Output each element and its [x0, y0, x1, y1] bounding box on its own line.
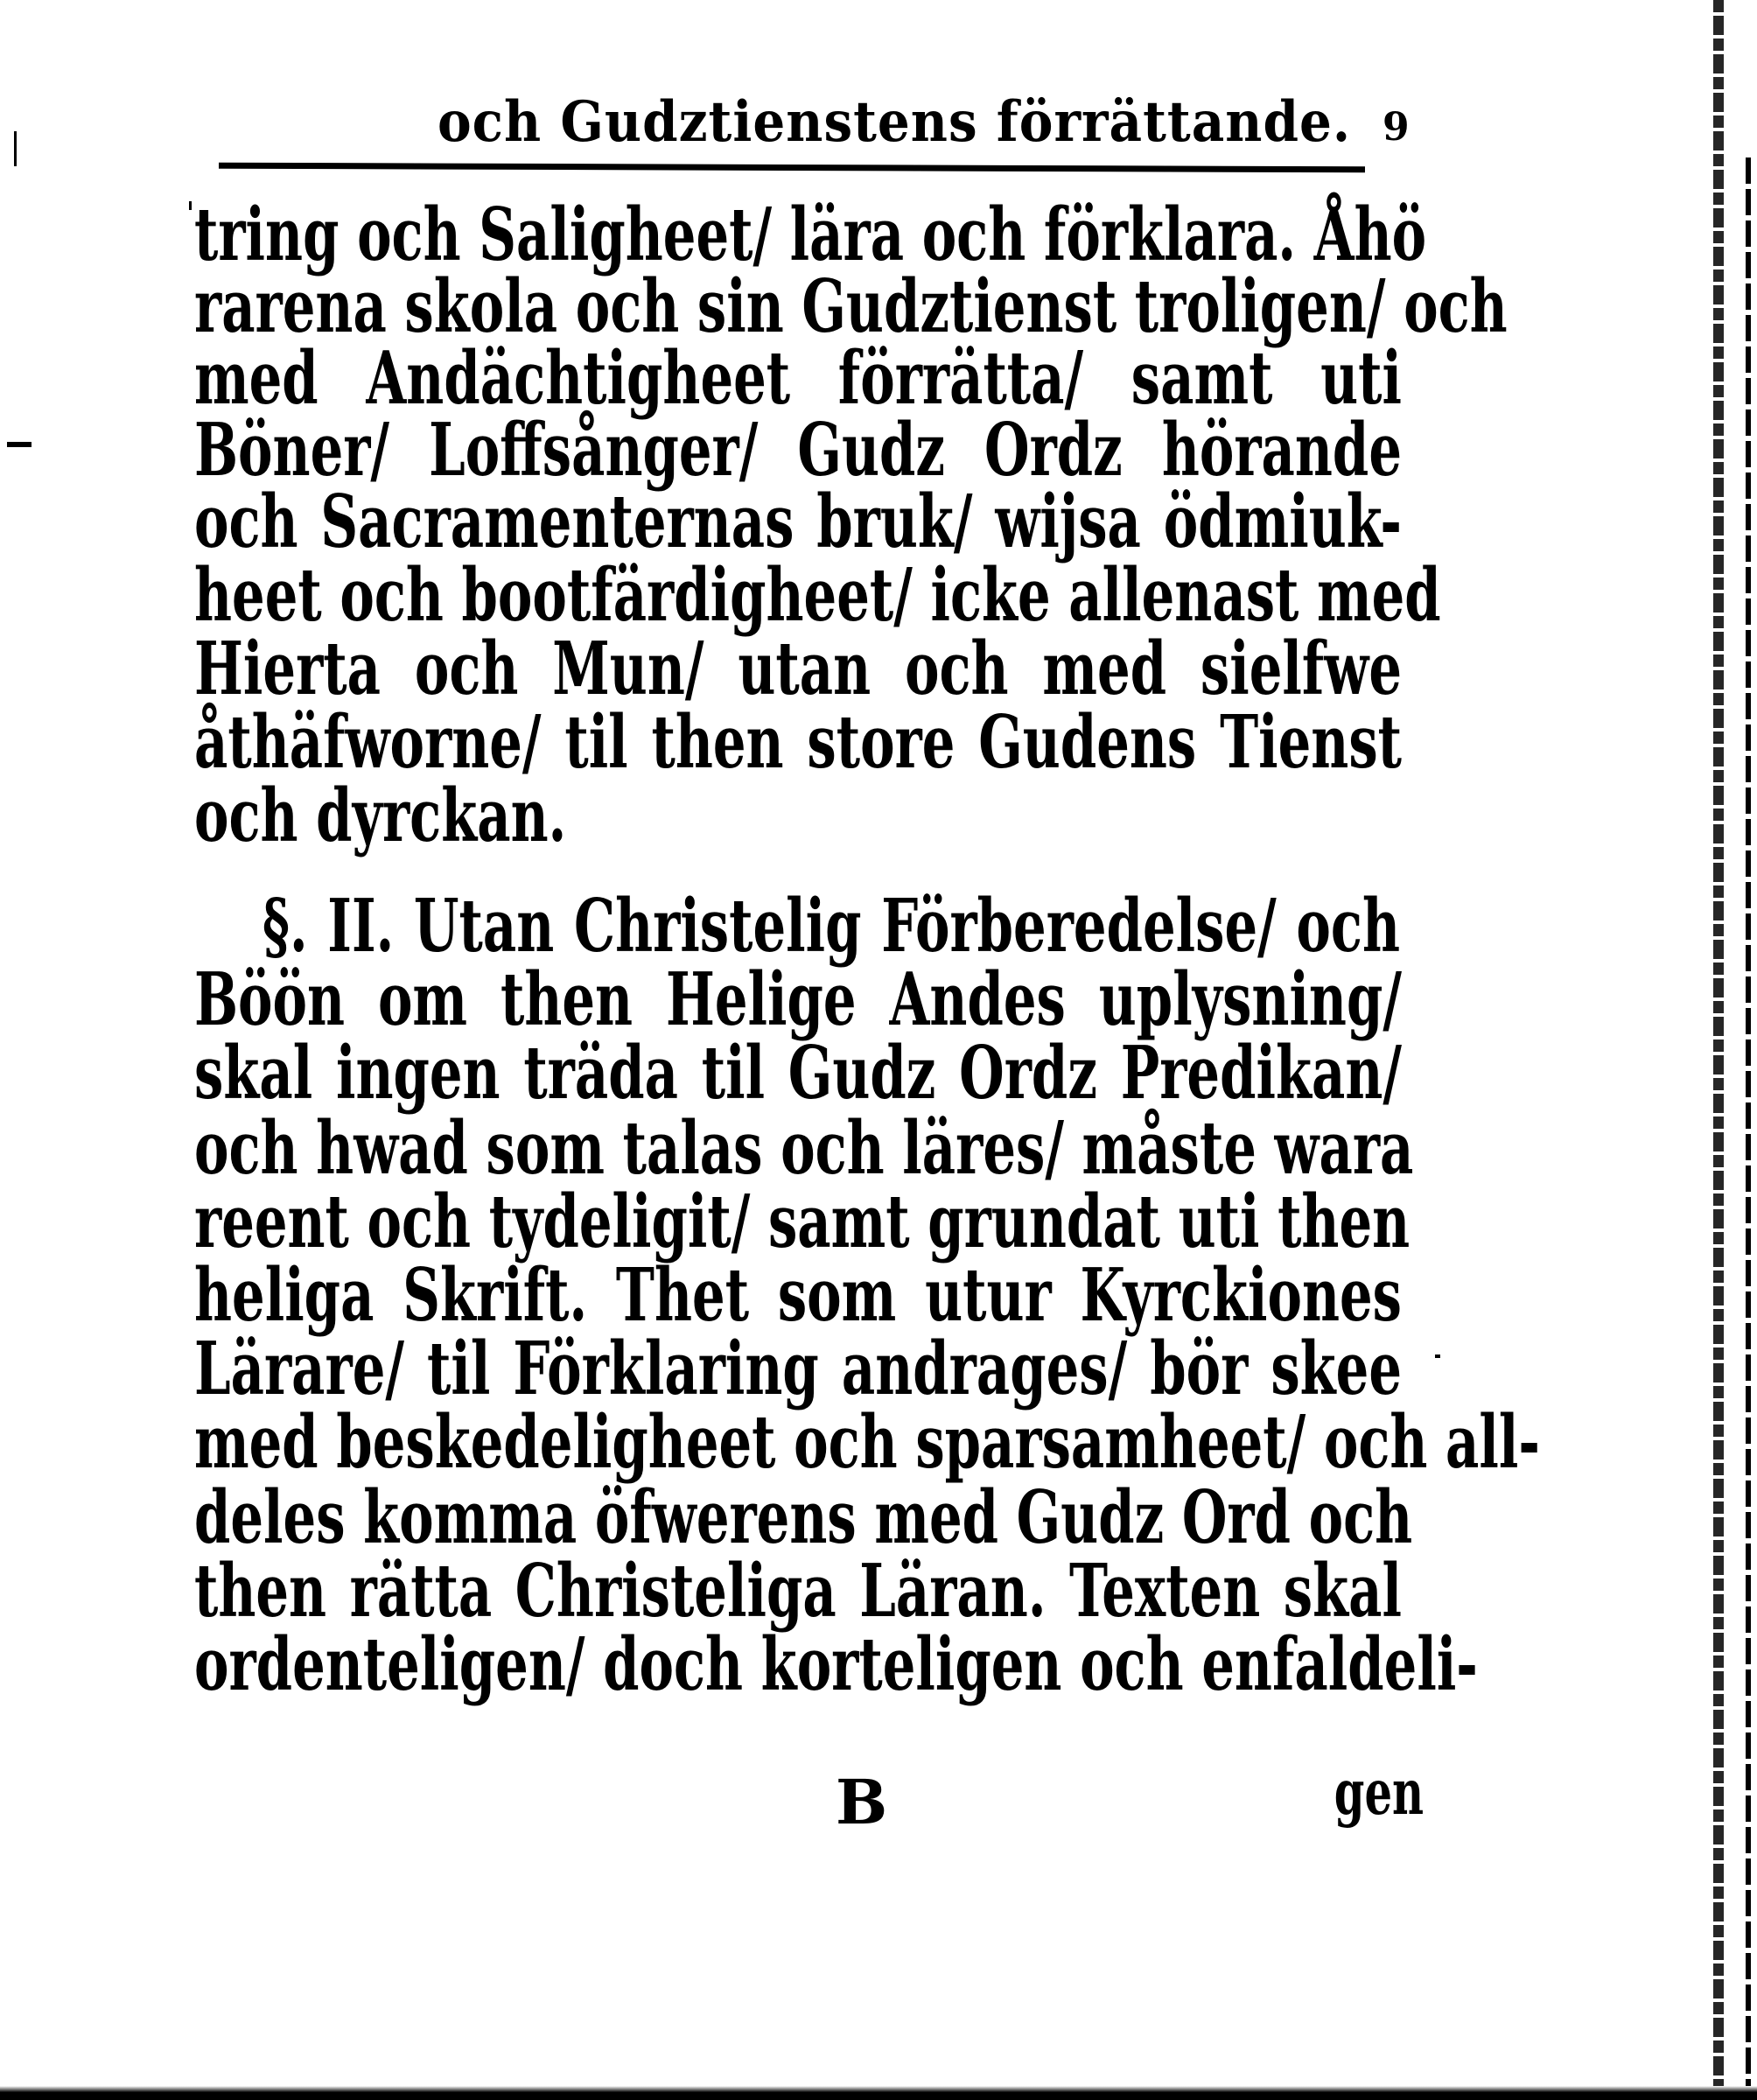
scan-speck — [1435, 1354, 1440, 1358]
body-line: med Andächtigheet förrätta/ samt uti — [194, 336, 1402, 422]
body-line: och Sacramenternas bruk/ wijsa ödmiuk- — [194, 480, 1402, 565]
body-line: åthäfworne/ til then store Gudens Tienst — [194, 700, 1402, 786]
section-line: ordenteligen/ doch korteligen och enfaldeli- — [194, 1622, 1478, 1708]
body-line: tring och Saligheet/ lära och förklara. Åhö — [194, 192, 1427, 278]
section-line: reent och tydeligit/ samt grundat uti then — [194, 1180, 1410, 1265]
section-line: heliga Skrift. Thet som utur Kyrckiones — [194, 1253, 1402, 1339]
catchword: gen — [1334, 1755, 1424, 1830]
body-line: Hierta och Mun/ utan och med sielfwe — [194, 626, 1402, 712]
section-line: och hwad som talas och läres/ måste wara — [194, 1106, 1414, 1192]
body-line: rarena skola och sin Gudztienst troligen/ och — [194, 264, 1508, 350]
body-line: och dyrckan. — [194, 774, 567, 859]
section-line: Böön om then Helige Andes uplysning/ — [194, 957, 1402, 1043]
page-bottom-edge — [0, 2086, 1757, 2100]
signature-mark: B — [836, 1766, 888, 1838]
header-rule — [219, 163, 1365, 173]
scan-speck — [14, 131, 17, 166]
section-line: deles komma öfwerens med Gudz Ord och — [194, 1475, 1413, 1561]
binding-edge — [1713, 0, 1724, 2100]
page-number: 9 — [1382, 105, 1410, 150]
section-heading-line: §. II. Utan Christelig Förberedelse/ och — [262, 884, 1400, 970]
scan-speck — [7, 442, 32, 447]
section-line: Lärare/ til Förklaring andrages/ bör skee — [194, 1326, 1402, 1412]
section-line: med beskedeligheet och sparsamheet/ och all- — [194, 1400, 1540, 1486]
scan-speck — [189, 201, 192, 210]
body-line: Böner/ Loffsånger/ Gudz Ordz hörande — [194, 408, 1402, 494]
binding-edge-outer — [1746, 158, 1751, 2100]
section-line: skal ingen träda til Gudz Ordz Predikan/ — [194, 1031, 1402, 1116]
body-line: heet och bootfärdigheet/ icke allenast med — [194, 553, 1441, 639]
running-head: och Gudztienstens förrättande. — [438, 88, 1352, 155]
section-line: then rätta Christeliga Läran. Texten skal — [194, 1549, 1402, 1634]
